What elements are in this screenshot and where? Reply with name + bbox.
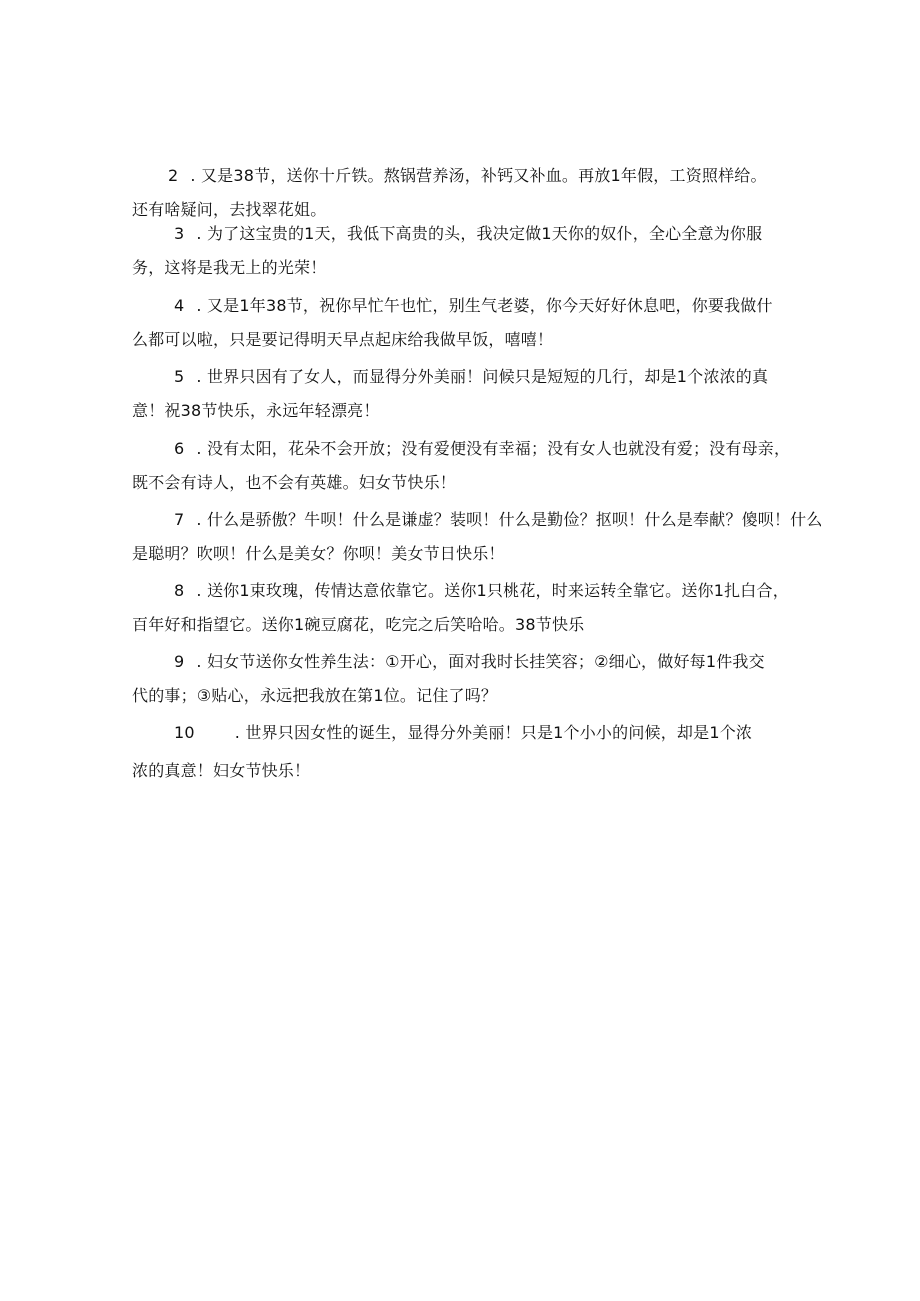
list-item-number: 5 <box>174 367 185 386</box>
list-item-continuation: 是聪明？吹呗！什么是美女？你呗！美女节日快乐！ <box>132 544 505 563</box>
list-item-number: 8 <box>174 581 185 600</box>
list-item-number: 3 <box>174 224 185 243</box>
list-item-text: . 为了这宝贵的1天，我低下高贵的头，我决定做1天你的奴仆，全心全意为你服 <box>196 224 763 243</box>
list-item-continuation: 么都可以啦，只是要记得明天早点起床给我做早饭，嘻嘻！ <box>132 330 554 349</box>
list-item-number: 9 <box>174 652 185 671</box>
list-item-continuation: 务，这将是我无上的光荣！ <box>132 258 327 277</box>
list-item <box>132 574 796 642</box>
list-item-line <box>132 716 796 750</box>
list-item-continuation: 百年好和指望它。送你1碗豆腐花，吃完之后笑哈哈。38节快乐 <box>132 615 585 634</box>
list-item-number: 7 <box>174 510 185 529</box>
list-item <box>132 289 796 357</box>
list-item-text: . 送你1束玫瑰，传情达意依靠它。送你1只桃花，时来运转全靠它。送你1扎白合， <box>196 581 789 600</box>
list-item-text: . 世界只因女性的诞生，显得分外美丽！只是1个小小的问候，却是1个浓 <box>234 723 753 742</box>
list-item-continuation: 既不会有诗人，也不会有英雄。妇女节快乐！ <box>132 473 457 492</box>
list-item <box>132 360 796 428</box>
list-item-line <box>132 432 796 466</box>
list-item-number: 2 <box>168 166 179 185</box>
list-item <box>132 645 796 713</box>
list-item-continuation: 意！祝38节快乐，永远年轻漂亮！ <box>132 401 380 420</box>
list-item <box>132 432 796 500</box>
list-item-line <box>132 574 796 608</box>
list-item <box>132 716 796 788</box>
list-item-continuation: 还有啥疑问，去找翠花姐。 <box>132 200 327 219</box>
list-item-line <box>132 503 823 537</box>
list-item-number: 10 <box>174 723 195 742</box>
list-item-line <box>132 289 796 323</box>
list-item-number: 6 <box>174 439 185 458</box>
list-item-text: . 又是38节，送你十斤铁。熬锅营养汤，补钙又补血。再放1年假，工资照样给。 <box>190 166 767 185</box>
list-item-number: 4 <box>174 296 185 315</box>
list-item-text: . 什么是骄傲？牛呗！什么是谦虚？装呗！什么是勤俭？抠呗！什么是奉献？傻呗！什么 <box>196 510 823 529</box>
list-item <box>132 217 796 285</box>
list-item-line <box>132 645 796 679</box>
list-item <box>132 503 823 571</box>
list-item-continuation: 浓的真意！妇女节快乐！ <box>132 761 311 780</box>
list-item-text: . 没有太阳，花朵不会开放；没有爱便没有幸福；没有女人也就没有爱；没有母亲， <box>196 439 791 458</box>
list-item-line <box>132 360 796 394</box>
list-item-text: . 世界只因有了女人，而显得分外美丽！问候只是短短的几行，却是1个浓浓的真 <box>196 367 769 386</box>
list-item-text: . 又是1年38节，祝你早忙午也忙，别生气老婆，你今天好好休息吧，你要我做什 <box>196 296 773 315</box>
list-item-line <box>132 217 796 251</box>
list-item-line <box>132 159 796 193</box>
list-item-text: . 妇女节送你女性养生法：①开心，面对我时长挂笑容；②细心，做好每1件我交 <box>196 652 765 671</box>
list-item-continuation: 代的事；③贴心，永远把我放在第1位。记住了吗？ <box>132 686 498 705</box>
